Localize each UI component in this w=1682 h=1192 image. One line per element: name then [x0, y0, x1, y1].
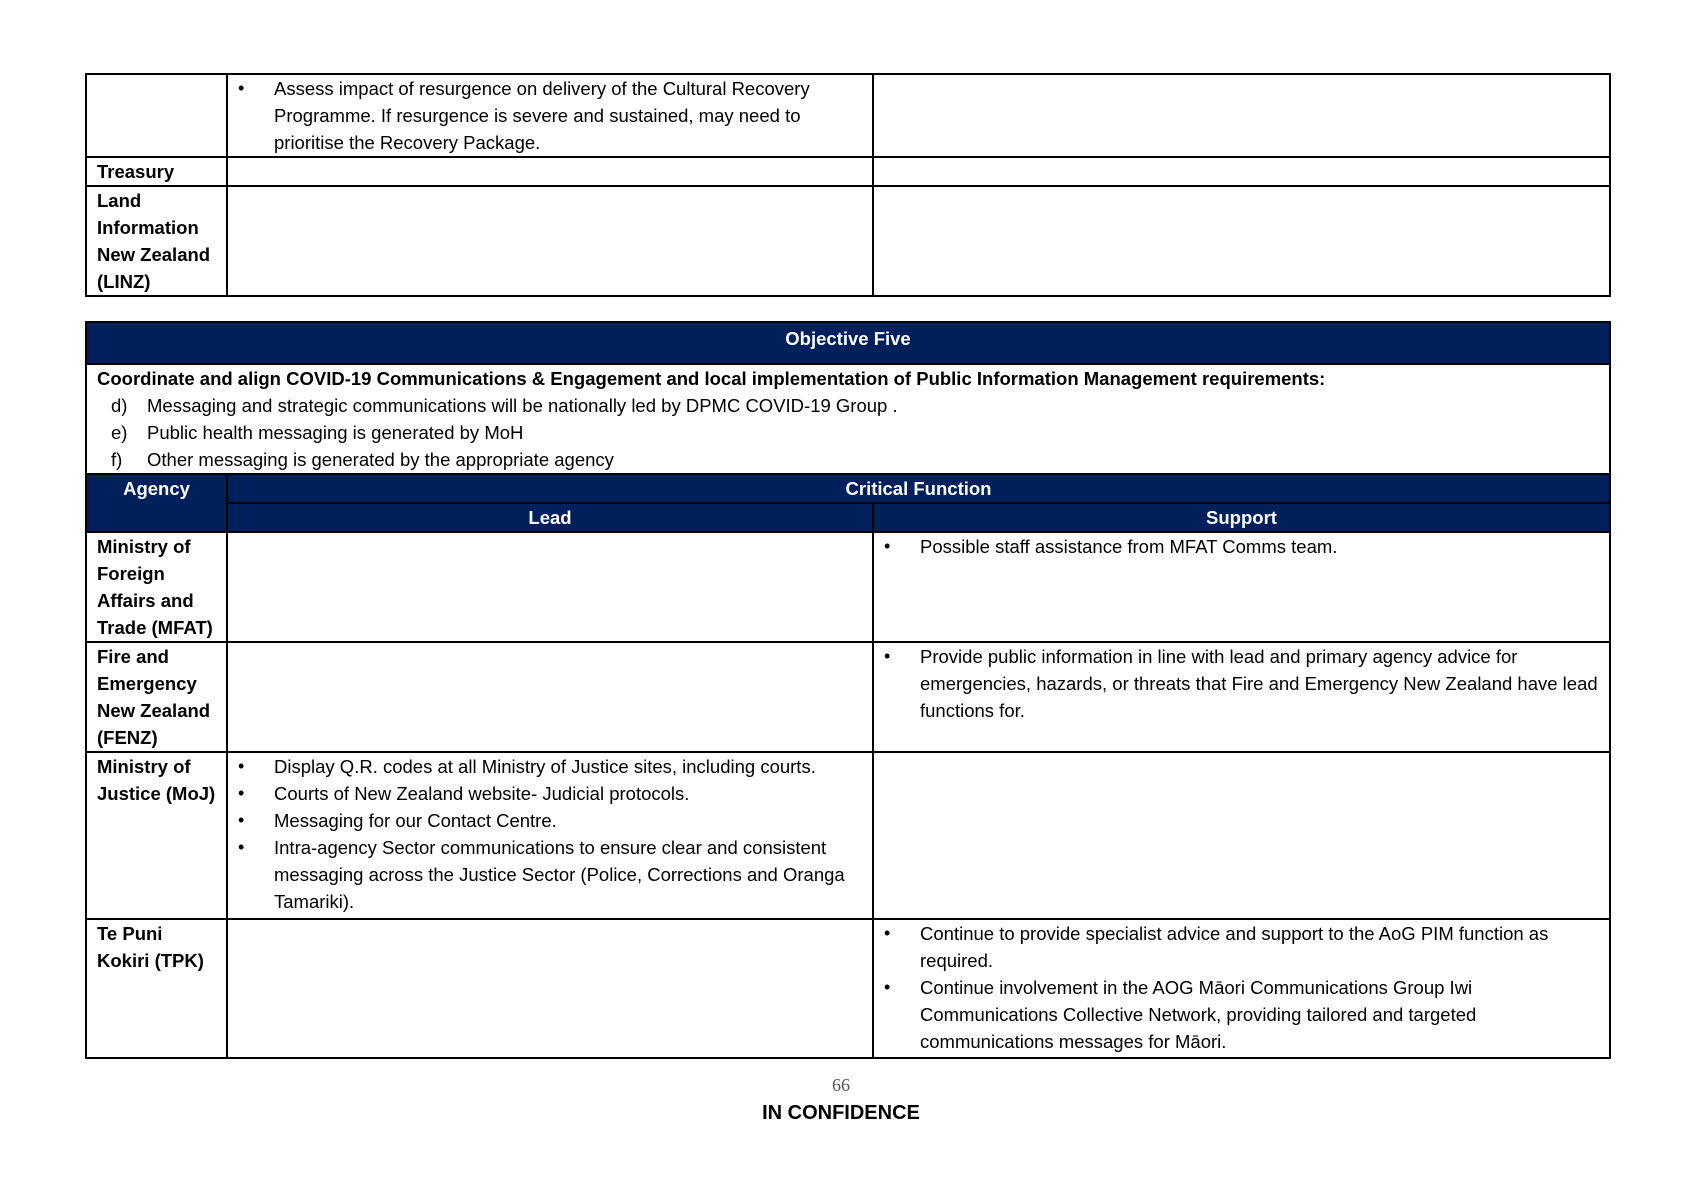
- lead-cell: [227, 532, 873, 642]
- agency-cell: Ministry of Justice (MoJ): [86, 752, 227, 919]
- table-row: [86, 532, 1610, 642]
- objective-statement: Coordinate and align COVID-19 Communications & Engagement and local implementation of Public Information Management requirements:: [97, 368, 1326, 389]
- bullet-item: • Continue involvement in the AOG Māori Communications Group Iwi Communications Collective Network, providing tailored and targeted communications messages for Māori.: [884, 974, 1599, 1055]
- table-row: [86, 157, 1610, 186]
- support-cell: [873, 186, 1610, 296]
- bullet-item: • Display Q.R. codes at all Ministry of Justice sites, including courts.: [238, 753, 862, 780]
- bullet-item: • Provide public information in line with lead and primary agency advice for emergencies, hazards, or threats that Fire and Emergency New Zealand have lead functions for.: [884, 643, 1599, 724]
- table-row: [86, 74, 1610, 157]
- support-cell: [873, 532, 1610, 642]
- objective-five-table: [85, 321, 1611, 1059]
- agency-cell: Ministry of Foreign Affairs and Trade (MFAT): [86, 532, 227, 642]
- objective-point: d) Messaging and strategic communications will be nationally led by DPMC COVID-19 Group .: [111, 395, 898, 416]
- bullet-item: • Intra-agency Sector communications to ensure clear and consistent messaging across the Justice Sector (Police, Corrections and Oranga Tamariki).: [238, 834, 862, 915]
- bullet-item: • Messaging for our Contact Centre.: [238, 807, 862, 834]
- agency-cell: Land Information New Zealand (LINZ): [86, 186, 227, 296]
- agency-table-continued: [85, 73, 1611, 297]
- agency-cell: Treasury: [86, 157, 227, 186]
- support-cell: [873, 642, 1610, 752]
- agency-cell: Te Puni Kokiri (TPK): [86, 919, 227, 1058]
- table-row: [86, 752, 1610, 919]
- table-row: [86, 919, 1610, 1058]
- bullet-item: • Courts of New Zealand website- Judicial protocols.: [238, 780, 862, 807]
- agency-cell: Fire and Emergency New Zealand (FENZ): [86, 642, 227, 752]
- support-cell: [873, 74, 1610, 157]
- lead-cell: [227, 642, 873, 752]
- lead-cell: [227, 74, 873, 157]
- header-agency: Agency: [86, 474, 227, 532]
- header-critical-function: Critical Function: [227, 474, 1610, 503]
- objective-point: f) Other messaging is generated by the appropriate agency: [111, 449, 614, 470]
- lead-cell: [227, 752, 873, 919]
- objective-point: e) Public health messaging is generated by MoH: [111, 422, 524, 443]
- lead-cell: [227, 919, 873, 1058]
- bullet-item: • Possible staff assistance from MFAT Comms team.: [884, 533, 1599, 560]
- table-row: [86, 186, 1610, 296]
- table-row: [86, 642, 1610, 752]
- bullet-item: • Assess impact of resurgence on delivery of the Cultural Recovery Programme. If resurgence is severe and sustained, may need to prioritise the Recovery Package.: [238, 75, 862, 156]
- objective-intro: [86, 364, 1610, 474]
- bullet-item: • Continue to provide specialist advice and support to the AoG PIM function as required.: [884, 920, 1599, 974]
- classification-label: IN CONFIDENCE: [762, 1102, 920, 1124]
- objective-title: Objective Five: [86, 322, 1610, 364]
- header-lead: Lead: [227, 503, 873, 532]
- support-cell: [873, 919, 1610, 1058]
- support-cell: [873, 752, 1610, 919]
- support-cell: [873, 157, 1610, 186]
- header-support: Support: [873, 503, 1610, 532]
- page-number: 66: [832, 1075, 850, 1095]
- agency-cell: [86, 74, 227, 157]
- lead-cell: [227, 186, 873, 296]
- lead-cell: [227, 157, 873, 186]
